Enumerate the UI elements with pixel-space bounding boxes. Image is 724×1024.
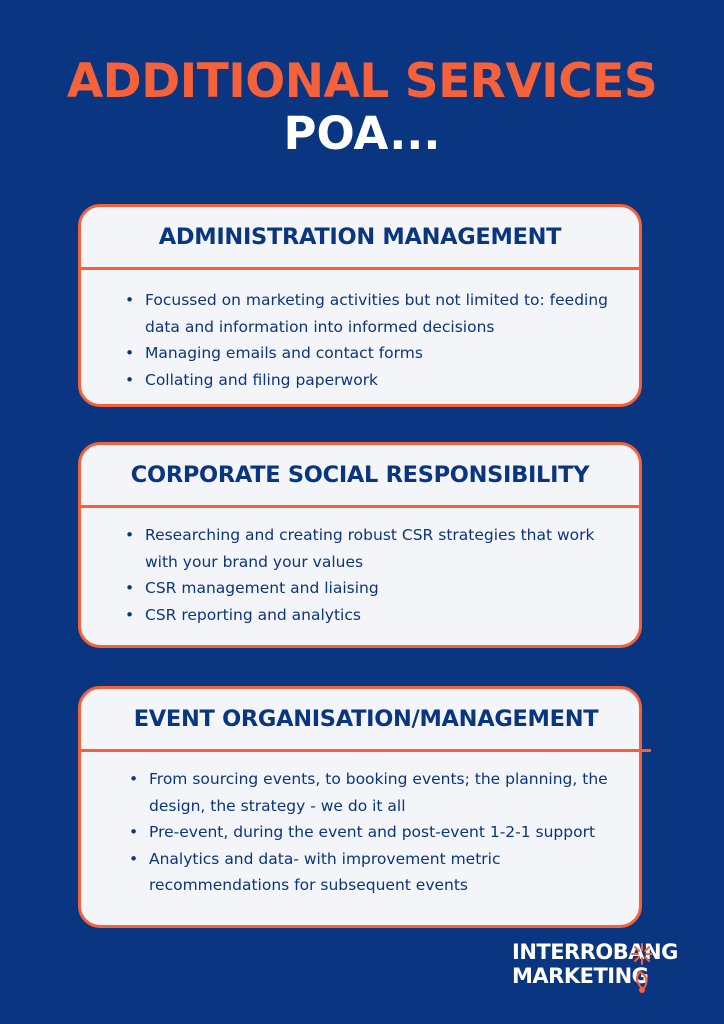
card-title: CORPORATE SOCIAL RESPONSIBILITY xyxy=(130,462,590,488)
company-logo xyxy=(504,936,700,998)
card-title: ADMINISTRATION MANAGEMENT xyxy=(158,224,562,250)
service-card-csr xyxy=(78,442,642,648)
list-item: • From sourcing events, to booking events; the planning, the design, the strategy - we do it all xyxy=(81,766,639,819)
card-header xyxy=(81,689,651,752)
list-item: • CSR management and liaising xyxy=(81,575,639,602)
list-item: • Focussed on marketing activities but not limited to: feeding data and information into informed decisions xyxy=(81,287,639,340)
service-list xyxy=(81,752,639,899)
card-title: EVENT ORGANISATION/MANAGEMENT xyxy=(133,706,599,732)
service-list xyxy=(81,270,639,393)
card-header xyxy=(81,207,639,270)
list-item: • Pre-event, during the event and post-event 1-2-1 support xyxy=(81,819,639,846)
page-subtitle: POA... xyxy=(283,107,441,160)
service-card-event xyxy=(78,686,642,928)
service-card-administration xyxy=(78,204,642,407)
card-header xyxy=(81,445,639,508)
page-title: ADDITIONAL SERVICES xyxy=(66,54,658,109)
list-item: • CSR reporting and analytics xyxy=(81,602,639,629)
list-item: • Collating and filing paperwork xyxy=(81,367,639,394)
logo-text-line2: MARKETING xyxy=(512,964,649,988)
interrobang-sparkle-icon xyxy=(622,938,662,996)
list-item: • Managing emails and contact forms xyxy=(81,340,639,367)
list-item: • Researching and creating robust CSR strategies that work with your brand your values xyxy=(81,522,639,575)
service-list xyxy=(81,508,639,628)
list-item: • Analytics and data- with improvement metric recommendations for subsequent events xyxy=(81,846,639,899)
logo-text-line1: INTERROBANG xyxy=(512,940,678,964)
